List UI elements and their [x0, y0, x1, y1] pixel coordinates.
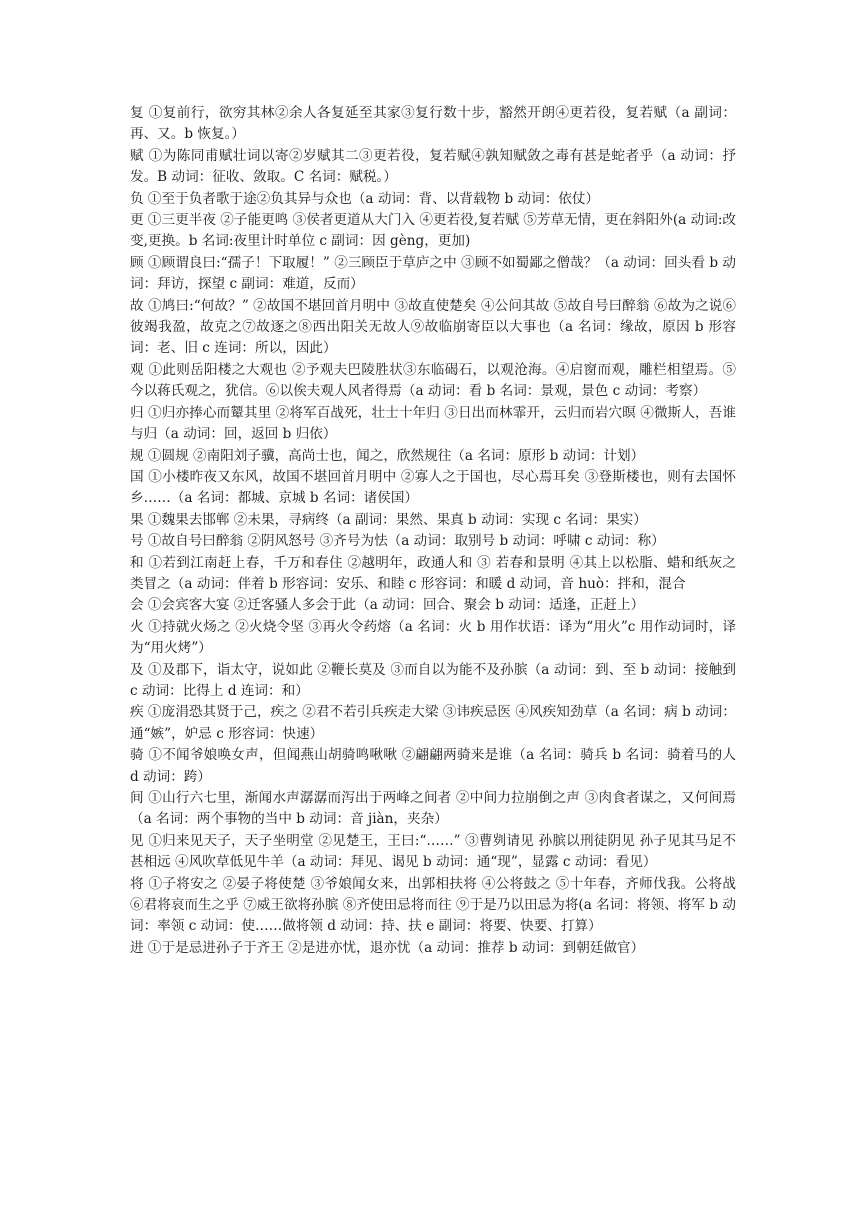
entry-fu-return: 复 ①复前行，欲穷其林②余人各复延至其家③复行数十步，豁然开朗④更若役，复若赋（a 副词：再、又。b 恢复。） — [130, 105, 736, 143]
document-body — [130, 103, 736, 959]
entry-gu-look: 顾 ①顾谓良曰:“孺子！下取履！” ②三顾臣于草庐之中 ③顾不如蜀鄙之僧哉？（a 动词：回头看 b 动词：拜访，探望 c 副词：难道，反而） — [130, 254, 736, 293]
entry-ji-illness: 疾 ①庞涓恐其贤于己，疾之 ②君不若引兵疾走大梁 ③讳疾忌医 ④风疾知劲草（a 名词：病 b 动词：通“嫉”，妒忌 c 形容词：快速） — [130, 704, 736, 742]
entry-jin: 进 ①于是忌进孙子于齐王 ②是进亦忧，退亦忧（a 动词：推荐 b 动词：到朝廷做官） — [130, 939, 645, 956]
entry-gui-plan: 规 ①圆规 ②南阳刘子骥，高尚士也，闻之，欣然规往（a 名词：原形 b 动词：计划） — [130, 447, 645, 464]
entry-gui-return: 归 ①归亦捧心而颦其里 ②将军百战死，壮士十年归 ③日出而林霏开，云归而岩穴暝 ④微斯人，吾谁与归（a 动词：回，返回 b 归依） — [130, 404, 736, 443]
entry-he: 和 ①若到江南赶上春，千万和春住 ②越明年，政通人和 ③ 若春和景明 ④其上以松脂、蜡和纸灰之类冒之（a 动词：伴着 b 形容词：安乐、和睦 c 形容词：和暖 d 动词，音 huò：拌和，混合 — [130, 554, 736, 592]
entry-huo: 火 ①持就火炀之 ②火烧令坚 ③再火令药熔（a 名词：火 b 用作状语：译为“用火”c 用作动词时，译为“用火烤”） — [130, 618, 736, 657]
entry-fu-carry: 负 ①至于负者歌于途②负其异与众也（a 动词：背、以背载物 b 动词：依仗） — [130, 190, 600, 207]
entry-geng: 更 ①三更半夜 ②子能更鸣 ③侯者更道从大门入 ④更若役,复若赋 ⑤芳草无情，更在斜阳外(a 动词:改变,更换。b 名词:夜里计时单位 c 副词：因 gèng，更加) — [130, 212, 736, 250]
entry-jiang: 将 ①子将安之 ②晏子将使楚 ③爷娘闻女来，出郭相扶将 ④公将鼓之 ⑤十年春，齐师伐我。公将战 ⑥君将哀而生之乎 ⑦威王欲将孙膑 ⑧齐使田忌将而往 ⑨于是乃以田忌为将(a 名词：将领、将军 b 动词：率领 c 动词：使……做将领 d 动词：持、扶 e 副词：将要、快要、打算） — [130, 875, 736, 935]
entry-fu-tax: 赋 ①为陈同甫赋壮词以寄②岁赋其二③更若役，复若赋④孰知赋敛之毒有甚是蛇者乎（a 动词：抒发。B 动词：征收、敛取。C 名词：赋税。） — [130, 147, 736, 186]
entry-qi-ride: 骑 ①不闻爷娘唤女声，但闻燕山胡骑鸣啾啾 ②翩翩两骑来是谁（a 名词：骑兵 b 名词：骑着马的人 d 动词：跨） — [130, 747, 736, 785]
entry-hui: 会 ①会宾客大宴 ②迁客骚人多会于此（a 动词：回合、聚会 b 动词：适逢，正赶上） — [130, 597, 645, 614]
entry-jian-see: 见 ①归来见天子，天子坐明堂 ②见楚王，王曰:“……” ③曹刿请见 孙膑以刑徒阴见 孙子见其马足不甚相远 ④风吹草低见牛羊（a 动词：拜见、谒见 b 动词：通“现”，显露 c 动词：看见） — [130, 832, 736, 871]
entry-guo-fruit: 果 ①魏果去邯郸 ②未果，寻病终（a 副词：果然、果真 b 动词：实现 c 名词：果实） — [130, 511, 647, 528]
entry-jian-between: 间 ①山行六七里，渐闻水声潺潺而泻出于两峰之间者 ②中间力拉崩倒之声 ③肉食者谋之，又何间焉（a 名词：两个事物的当中 b 动词：音 jiàn，夹杂） — [130, 790, 736, 828]
entry-hao: 号 ①故自号曰醉翁 ②阴风怒号 ③齐号为怯（a 动词：取别号 b 动词：呼啸 c 动词：称） — [130, 533, 665, 550]
entry-guo-country: 国 ①小楼昨夜又东风，故国不堪回首月明中 ②寡人之于国也，尽心焉耳矣 ③登斯楼也，则有去国怀乡……（a 名词：都城、京城 b 名词：诸侯国） — [130, 468, 736, 507]
entry-ji-reach: 及 ①及郡下，诣太守，说如此 ②鞭长莫及 ③而自以为能不及孙膑（a 动词：到、至 b 动词：接触到 c 动词：比得上 d 连词：和） — [130, 661, 736, 699]
entry-guan: 观 ①此则岳阳楼之大观也 ②予观夫巴陵胜状③东临碣石，以观沧海。④启窗而观，雕栏相望焉。⑤今以蒋氏观之，犹信。⑥以俟夫观人风者得焉（a 动词：看 b 名词：景观，景色 c 动词：考察） — [130, 361, 736, 400]
entry-gu-reason: 故 ①鸠曰:“何故？” ②故国不堪回首月明中 ③故直使楚矣 ④公问其故 ⑤故自号曰醉翁 ⑥故为之说⑥彼竭我盈，故克之⑦故逐之⑧西出阳关无故人⑨故临崩寄臣以大事也（a 名词：缘故，原因 b 形容词：老、旧 c 连词：所以，因此） — [130, 297, 736, 357]
